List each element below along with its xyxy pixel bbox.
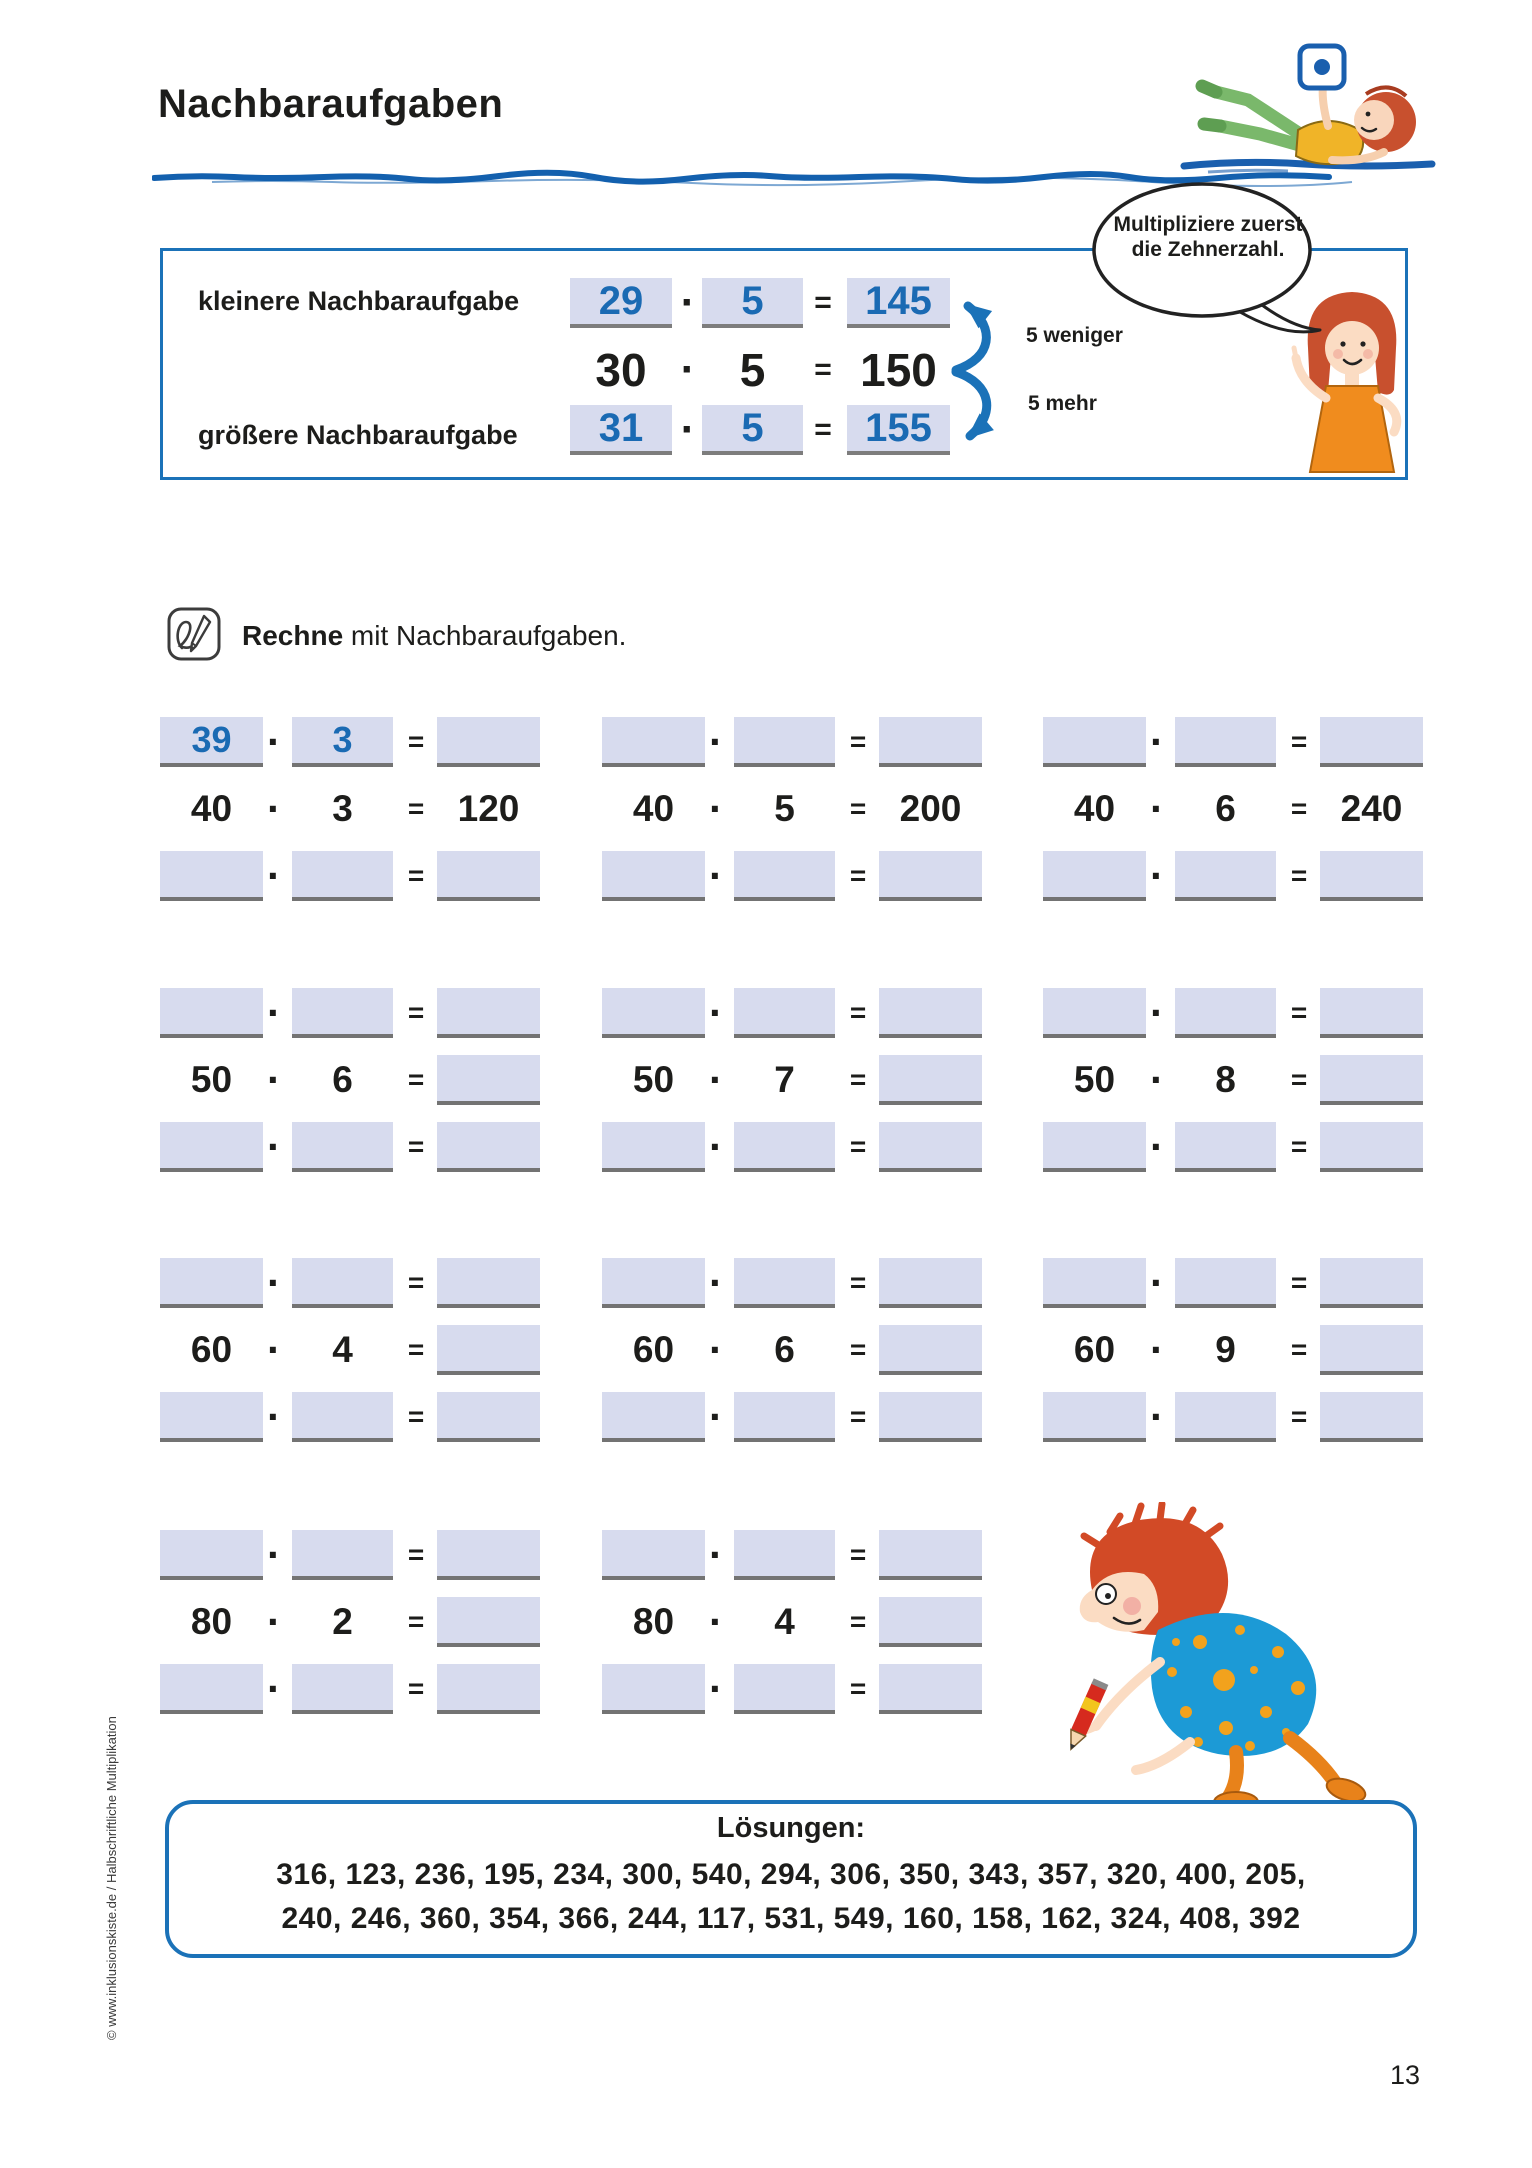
- factor2-given-number: 2: [332, 1601, 353, 1642]
- factor1-answer-box[interactable]: [160, 988, 263, 1038]
- instruction-text: [242, 620, 626, 652]
- factor2-answer-box[interactable]: [292, 1392, 393, 1442]
- result-answer-box[interactable]: [437, 1122, 540, 1172]
- factor2-answer-box[interactable]: [292, 1530, 393, 1580]
- multiplication-dot: ·: [267, 1123, 281, 1170]
- result-answer-box[interactable]: [437, 988, 540, 1038]
- multiplication-dot: ·: [709, 1123, 723, 1170]
- factor1-answer-box[interactable]: [1043, 851, 1146, 901]
- result-answer-box[interactable]: [1320, 717, 1423, 767]
- factor1-answer-box[interactable]: [602, 988, 705, 1038]
- multiplication-dot: ·: [709, 718, 723, 765]
- factor2-answer-box[interactable]: [1175, 1122, 1276, 1172]
- factor1-answer-box[interactable]: [1043, 988, 1146, 1038]
- result-answer-box[interactable]: [437, 717, 540, 767]
- factor1-given-number: 80: [190, 1601, 233, 1642]
- result-answer-box[interactable]: [437, 1597, 540, 1647]
- result-answer-box[interactable]: [879, 1325, 982, 1375]
- factor2-given-number: 6: [332, 1059, 353, 1100]
- factor2-given-number: 6: [1215, 788, 1236, 829]
- result-answer-box[interactable]: [437, 1530, 540, 1580]
- example-given-result: 150: [860, 344, 937, 396]
- solutions-line: 240, 246, 360, 354, 366, 244, 117, 531, 549, 160, 158, 162, 324, 408, 392: [281, 1902, 1301, 1935]
- multiplication-dot: ·: [709, 1531, 723, 1578]
- multiplication-dot: ·: [267, 989, 281, 1036]
- example-result-box: 145: [847, 278, 950, 328]
- factor2-answer-box[interactable]: [292, 851, 393, 901]
- result-answer-box[interactable]: [879, 1392, 982, 1442]
- result-answer-box[interactable]: [879, 851, 982, 901]
- example-result-box: 155: [847, 405, 950, 455]
- speech-bubble-text: Multipliziere zuerst die Zehnerzahl.: [1113, 213, 1303, 262]
- factor1-answer-box[interactable]: [602, 1122, 705, 1172]
- result-answer-box[interactable]: [437, 851, 540, 901]
- factor2-answer-box[interactable]: [292, 1122, 393, 1172]
- equals-sign: =: [849, 726, 867, 757]
- example-given-factor2: 5: [739, 344, 766, 396]
- factor1-given-number: 80: [632, 1601, 675, 1642]
- equals-sign: =: [814, 353, 832, 386]
- equals-sign: =: [1290, 1267, 1308, 1298]
- factor2-answer-box[interactable]: [734, 1258, 835, 1308]
- multiplication-dot: ·: [680, 405, 696, 454]
- factor1-answer-box[interactable]: [160, 1258, 263, 1308]
- factor1-given-number: 50: [1073, 1059, 1116, 1100]
- factor1-given-number: 50: [190, 1059, 233, 1100]
- factor2-answer-box[interactable]: [734, 988, 835, 1038]
- factor1-answer-box[interactable]: [160, 1530, 263, 1580]
- factor1-given-number: 60: [632, 1329, 675, 1370]
- result-answer-box[interactable]: [1320, 1392, 1423, 1442]
- factor1-answer-box[interactable]: [602, 1392, 705, 1442]
- equals-sign: =: [407, 997, 425, 1028]
- result-answer-box[interactable]: [437, 1258, 540, 1308]
- factor2-given-number: 3: [332, 788, 353, 829]
- result-answer-box[interactable]: [879, 1530, 982, 1580]
- example-small-label: kleinere Nachbaraufgabe: [198, 286, 520, 316]
- equals-sign: =: [1290, 793, 1308, 824]
- equals-sign: =: [814, 413, 832, 446]
- equals-sign: =: [849, 1401, 867, 1432]
- factor1-given-number: 40: [1073, 788, 1116, 829]
- equals-sign: =: [407, 1267, 425, 1298]
- equals-sign: =: [407, 726, 425, 757]
- example-factor2-box: 5: [702, 278, 803, 328]
- factor2-given-number: 9: [1215, 1329, 1236, 1370]
- factor1-answer-box[interactable]: [1043, 717, 1146, 767]
- multiplication-dot: ·: [1150, 718, 1164, 765]
- arrow-more-label: 5 mehr: [1028, 392, 1097, 415]
- result-answer-box[interactable]: [437, 1664, 540, 1714]
- result-answer-box[interactable]: [437, 1392, 540, 1442]
- equals-sign: =: [849, 1539, 867, 1570]
- factor2-given-number: 7: [774, 1059, 795, 1100]
- multiplication-dot: ·: [709, 852, 723, 899]
- factor2-answer-box[interactable]: [1175, 988, 1276, 1038]
- multiplication-dot: ·: [1150, 1056, 1164, 1103]
- result-answer-box[interactable]: [437, 1055, 540, 1105]
- factor1-given-number: 40: [190, 788, 233, 829]
- factor2-answer-box[interactable]: [292, 988, 393, 1038]
- result-answer-box[interactable]: [1320, 988, 1423, 1038]
- multiplication-dot: ·: [709, 1326, 723, 1373]
- factor1-answer-box[interactable]: [160, 1122, 263, 1172]
- multiplication-dot: ·: [267, 1259, 281, 1306]
- result-answer-box[interactable]: [437, 1325, 540, 1375]
- equals-sign: =: [407, 793, 425, 824]
- equals-sign: =: [1290, 1334, 1308, 1365]
- multiplication-dot: ·: [1150, 1259, 1164, 1306]
- factor1-answer-box[interactable]: [160, 1392, 263, 1442]
- multiplication-dot: ·: [267, 1531, 281, 1578]
- factor1-answer-box[interactable]: [602, 1258, 705, 1308]
- equals-sign: =: [407, 1131, 425, 1162]
- multiplication-dot: ·: [267, 785, 281, 832]
- example-large-label: größere Nachbaraufgabe: [198, 420, 518, 450]
- result-answer-box[interactable]: [1320, 1055, 1423, 1105]
- page-title: Nachbaraufgaben: [158, 82, 504, 126]
- factor1-answer-box[interactable]: [602, 1530, 705, 1580]
- factor2-answer-box[interactable]: [734, 717, 835, 767]
- factor2-answer-box[interactable]: [734, 1530, 835, 1580]
- copyright-text: © www.inklusionskiste.de / Halbschriftliche Multiplikation: [104, 1716, 119, 2040]
- equals-sign: =: [849, 1673, 867, 1704]
- multiplication-dot: ·: [267, 1393, 281, 1440]
- pencil-task-icon: [166, 606, 222, 662]
- arrow-less-label: 5 weniger: [1026, 324, 1123, 347]
- equals-sign: =: [849, 1334, 867, 1365]
- instruction-rest: mit Nachbaraufgaben.: [343, 620, 627, 651]
- multiplication-dot: ·: [709, 785, 723, 832]
- factor1-given-number: 50: [632, 1059, 675, 1100]
- example-factor2-box: 5: [702, 405, 803, 455]
- factor2-given-number: 6: [774, 1329, 795, 1370]
- result-answer-box[interactable]: [1320, 851, 1423, 901]
- factor1-given-number: 40: [632, 788, 675, 829]
- factor1-answer-box[interactable]: [160, 1664, 263, 1714]
- example-factor1-box: 31: [570, 405, 672, 455]
- page-number: 13: [1390, 2060, 1421, 2090]
- multiplication-dot: ·: [1150, 852, 1164, 899]
- equals-sign: =: [849, 793, 867, 824]
- solutions-title: Lösungen:: [716, 1812, 866, 1844]
- equals-sign: =: [1290, 997, 1308, 1028]
- equals-sign: =: [1290, 726, 1308, 757]
- multiplication-dot: ·: [680, 345, 696, 394]
- equals-sign: =: [407, 1673, 425, 1704]
- factor2-answer-box[interactable]: [292, 1664, 393, 1714]
- factor2-answer-box[interactable]: [734, 1122, 835, 1172]
- result-answer-box[interactable]: [879, 988, 982, 1038]
- neighbor-arrows: [938, 292, 1018, 450]
- multiplication-dot: ·: [267, 1665, 281, 1712]
- multiplication-dot: ·: [267, 1598, 281, 1645]
- result-answer-box[interactable]: [879, 1055, 982, 1105]
- multiplication-dot: ·: [709, 1056, 723, 1103]
- instruction-verb: Rechne: [242, 620, 344, 651]
- result-given-number: 120: [457, 788, 520, 829]
- factor2-answer-box[interactable]: [1175, 1258, 1276, 1308]
- multiplication-dot: ·: [1150, 785, 1164, 832]
- equals-sign: =: [407, 1401, 425, 1432]
- multiplication-dot: ·: [267, 1056, 281, 1103]
- equals-sign: =: [849, 1064, 867, 1095]
- result-answer-box[interactable]: [1320, 1122, 1423, 1172]
- factor1-answer-box[interactable]: [602, 717, 705, 767]
- factor2-answer-box[interactable]: [734, 851, 835, 901]
- equals-sign: =: [849, 1606, 867, 1637]
- result-answer-box[interactable]: [879, 1597, 982, 1647]
- multiplication-dot: ·: [267, 1326, 281, 1373]
- multiplication-dot: ·: [1150, 1123, 1164, 1170]
- factor1-prefilled-box: 39: [160, 717, 263, 767]
- factor1-answer-box[interactable]: [602, 851, 705, 901]
- factor2-given-number: 4: [332, 1329, 353, 1370]
- multiplication-dot: ·: [709, 989, 723, 1036]
- factor2-answer-box[interactable]: [292, 1258, 393, 1308]
- equals-sign: =: [849, 1267, 867, 1298]
- factor1-answer-box[interactable]: [160, 851, 263, 901]
- multiplication-dot: ·: [267, 718, 281, 765]
- equals-sign: =: [1290, 860, 1308, 891]
- factor1-answer-box[interactable]: [1043, 1122, 1146, 1172]
- result-answer-box[interactable]: [1320, 1258, 1423, 1308]
- multiplication-dot: ·: [1150, 1393, 1164, 1440]
- factor2-answer-box[interactable]: [1175, 851, 1276, 901]
- equals-sign: =: [407, 1539, 425, 1570]
- factor1-given-number: 60: [190, 1329, 233, 1370]
- equals-sign: =: [1290, 1401, 1308, 1432]
- equals-sign: =: [407, 1064, 425, 1095]
- equals-sign: =: [407, 1334, 425, 1365]
- factor2-answer-box[interactable]: [734, 1664, 835, 1714]
- factor2-answer-box[interactable]: [734, 1392, 835, 1442]
- equals-sign: =: [1290, 1064, 1308, 1095]
- equals-sign: =: [407, 1606, 425, 1637]
- factor2-answer-box[interactable]: [1175, 1392, 1276, 1442]
- equals-sign: =: [849, 997, 867, 1028]
- result-answer-box[interactable]: [1320, 1325, 1423, 1375]
- result-given-number: 200: [899, 788, 962, 829]
- solutions-line: 316, 123, 236, 195, 234, 300, 540, 294, 306, 350, 343, 357, 320, 400, 205,: [276, 1858, 1306, 1891]
- equals-sign: =: [407, 860, 425, 891]
- factor2-given-number: 4: [774, 1601, 795, 1642]
- multiplication-dot: ·: [1150, 989, 1164, 1036]
- result-answer-box[interactable]: [879, 1122, 982, 1172]
- factor1-answer-box[interactable]: [1043, 1392, 1146, 1442]
- crouching-kid-illustration: [1040, 1502, 1380, 1814]
- equals-sign: =: [814, 286, 832, 319]
- factor1-answer-box[interactable]: [602, 1664, 705, 1714]
- factor2-answer-box[interactable]: [1175, 717, 1276, 767]
- example-given-factor1: 30: [595, 344, 647, 396]
- factor1-answer-box[interactable]: [1043, 1258, 1146, 1308]
- result-answer-box[interactable]: [879, 1664, 982, 1714]
- factor1-given-number: 60: [1073, 1329, 1116, 1370]
- example-factor1-box: 29: [570, 278, 672, 328]
- factor2-given-number: 8: [1215, 1059, 1236, 1100]
- equals-sign: =: [849, 860, 867, 891]
- multiplication-dot: ·: [709, 1259, 723, 1306]
- multiplication-dot: ·: [267, 852, 281, 899]
- multiplication-dot: ·: [709, 1598, 723, 1645]
- factor2-given-number: 5: [774, 788, 795, 829]
- multiplication-dot: ·: [1150, 1326, 1164, 1373]
- result-answer-box[interactable]: [879, 1258, 982, 1308]
- multiplication-dot: ·: [709, 1393, 723, 1440]
- equals-sign: =: [1290, 1131, 1308, 1162]
- multiplication-dot: ·: [680, 278, 696, 327]
- result-given-number: 240: [1340, 788, 1403, 829]
- multiplication-dot: ·: [709, 1665, 723, 1712]
- equals-sign: =: [849, 1131, 867, 1162]
- result-answer-box[interactable]: [879, 717, 982, 767]
- header-kid-illustration: [1178, 34, 1440, 180]
- factor2-prefilled-box: 3: [292, 717, 393, 767]
